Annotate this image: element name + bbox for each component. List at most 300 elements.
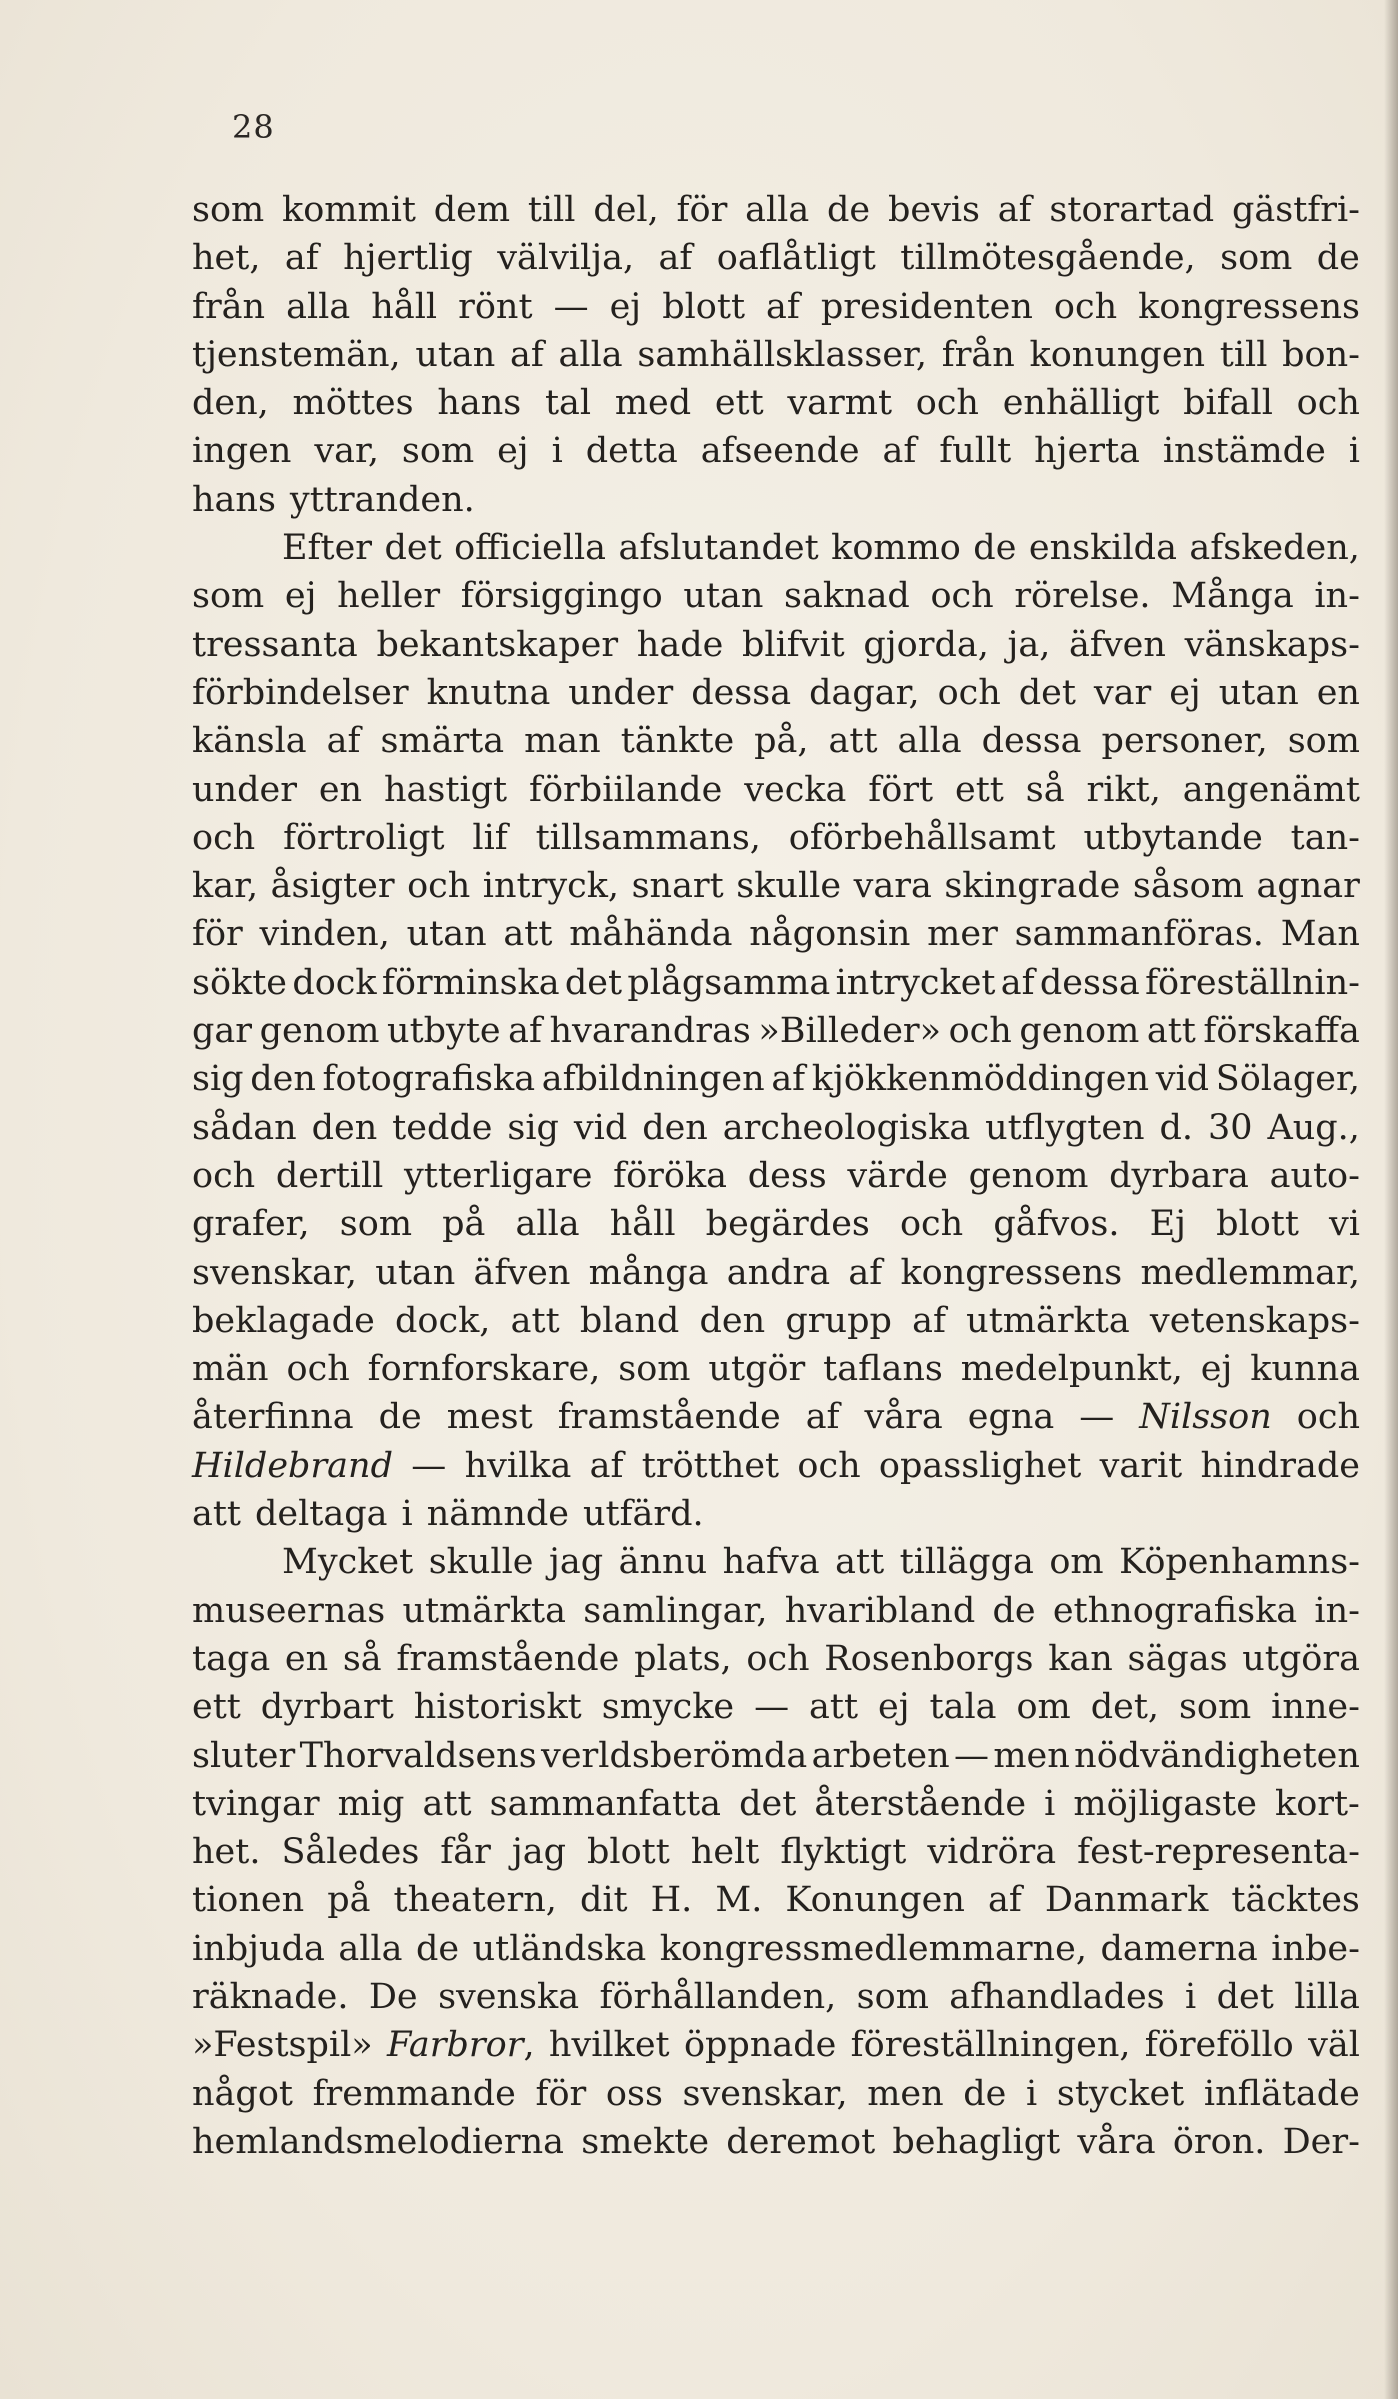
word: genom bbox=[1019, 1011, 1140, 1052]
word: utan bbox=[406, 914, 487, 955]
text-line bbox=[192, 1442, 1360, 1490]
word: kongressmedlemmarne, bbox=[659, 1928, 1087, 1969]
word: ett bbox=[714, 383, 764, 424]
word: fest-representa- bbox=[1077, 1832, 1360, 1873]
word: under bbox=[192, 769, 297, 810]
text-line bbox=[192, 621, 1360, 669]
word: hvaribland bbox=[784, 1590, 976, 1631]
word: d. bbox=[1159, 1107, 1194, 1148]
word: de bbox=[415, 1928, 460, 1969]
word: tänkte bbox=[620, 721, 735, 762]
word: smärta bbox=[380, 721, 505, 762]
italic-name: Farbror bbox=[387, 2025, 524, 2066]
word: afhandlades bbox=[949, 1976, 1165, 2017]
word: återfinna bbox=[192, 1397, 354, 1438]
page-edge-shadow bbox=[1384, 0, 1398, 2399]
word: dessa bbox=[691, 672, 792, 713]
word: förminska bbox=[381, 962, 560, 1003]
text-line bbox=[192, 814, 1360, 862]
word: och bbox=[899, 1204, 964, 1245]
word: hastigt bbox=[384, 769, 508, 810]
word: gåfvos. bbox=[993, 1204, 1120, 1245]
text-line bbox=[192, 1297, 1360, 1345]
word: öron. bbox=[1172, 2121, 1266, 2162]
word: från bbox=[192, 286, 266, 327]
text-line bbox=[192, 1828, 1360, 1876]
word: många bbox=[588, 1252, 709, 1293]
word: smekte bbox=[581, 2121, 710, 2162]
word: tala bbox=[929, 1687, 997, 1728]
word: utgöra bbox=[1242, 1638, 1360, 1679]
word: kjökkenmöddingen bbox=[811, 1059, 1150, 1100]
word: hans bbox=[192, 479, 276, 520]
word: dock, bbox=[395, 1300, 491, 1341]
word: håll bbox=[371, 286, 438, 327]
word: intryck, bbox=[482, 866, 620, 907]
word: in- bbox=[1314, 576, 1360, 617]
word: rönt bbox=[458, 286, 533, 327]
word: ett bbox=[955, 769, 1004, 810]
word: förhållanden, bbox=[599, 1976, 837, 2017]
word: af bbox=[988, 1880, 1022, 1921]
word: afslutandet bbox=[618, 528, 819, 569]
word: det bbox=[739, 1783, 797, 1824]
word: dit bbox=[579, 1880, 628, 1921]
word: till bbox=[1219, 334, 1268, 375]
word: historiskt bbox=[413, 1687, 582, 1728]
word: föreställningen, bbox=[850, 2025, 1131, 2066]
word: sådan bbox=[192, 1107, 297, 1148]
word: af bbox=[766, 286, 800, 327]
word: De bbox=[368, 1976, 418, 2017]
word: gar bbox=[192, 1011, 253, 1052]
word: den bbox=[250, 1059, 316, 1100]
word: ej bbox=[1169, 672, 1201, 713]
text-line bbox=[192, 766, 1360, 814]
text-line bbox=[192, 1490, 1360, 1538]
word: och bbox=[192, 817, 256, 858]
word: svenskar, bbox=[192, 1252, 358, 1293]
word: de bbox=[827, 190, 871, 230]
word: varit bbox=[1099, 1445, 1183, 1486]
word: af bbox=[771, 1059, 806, 1100]
word: hvarandras bbox=[549, 1011, 751, 1052]
word: plågsamma bbox=[627, 962, 831, 1003]
word: de bbox=[1316, 238, 1360, 279]
word: Danmark bbox=[1044, 1880, 1209, 1921]
word: för bbox=[535, 2073, 587, 2114]
word: hade bbox=[636, 624, 724, 665]
word: enhälligt bbox=[1002, 383, 1160, 424]
word bbox=[192, 1442, 393, 1490]
word: förtroligt bbox=[283, 817, 445, 858]
word: dem bbox=[433, 190, 511, 230]
word: sökte bbox=[192, 962, 288, 1003]
word: värde bbox=[847, 1155, 948, 1196]
word: som bbox=[192, 576, 265, 617]
word: ej bbox=[878, 1687, 910, 1728]
word: något bbox=[192, 2073, 293, 2114]
word: kommo bbox=[831, 528, 961, 569]
word: varmt bbox=[787, 383, 893, 424]
word: såsom bbox=[1132, 866, 1244, 907]
word: Konungen bbox=[785, 1880, 965, 1921]
word: föröka bbox=[613, 1155, 728, 1196]
word: skingrade bbox=[944, 866, 1121, 907]
word: tillsammans, bbox=[535, 817, 761, 858]
word: vinden, bbox=[259, 914, 390, 955]
word: kunna bbox=[1250, 1349, 1360, 1390]
text-line bbox=[192, 524, 1360, 572]
word: tan- bbox=[1290, 817, 1360, 858]
text-line bbox=[192, 1345, 1360, 1393]
word: hjerta bbox=[1034, 431, 1140, 472]
word bbox=[1139, 1393, 1272, 1441]
word: utmärkta bbox=[402, 1590, 566, 1631]
word: utan bbox=[375, 1252, 456, 1293]
word: och bbox=[937, 672, 1001, 713]
word: ännu bbox=[618, 1542, 708, 1583]
word: och bbox=[407, 866, 471, 907]
text-line bbox=[192, 2118, 1360, 2166]
word: kommit bbox=[282, 190, 416, 230]
word: det bbox=[1216, 1976, 1274, 2017]
word: framstående bbox=[396, 1638, 620, 1679]
word: afskeden, bbox=[1189, 528, 1360, 569]
word: stycket bbox=[1056, 2073, 1185, 2114]
word: snart bbox=[631, 866, 724, 907]
word: den bbox=[642, 1107, 708, 1148]
word: af bbox=[508, 1011, 542, 1052]
word: officiella bbox=[454, 528, 607, 569]
word: framstående bbox=[557, 1397, 781, 1438]
word: grafer, bbox=[192, 1204, 310, 1245]
word: så bbox=[1025, 769, 1065, 810]
word: under bbox=[568, 672, 674, 713]
word: Således bbox=[281, 1832, 420, 1873]
word: sig bbox=[507, 1107, 559, 1148]
word: Der- bbox=[1282, 2121, 1360, 2162]
word: af bbox=[1000, 962, 1035, 1003]
word: en bbox=[1316, 672, 1360, 713]
word: Aug., bbox=[1267, 1107, 1360, 1148]
text-line bbox=[192, 669, 1360, 717]
word: den bbox=[699, 1300, 766, 1341]
word: som bbox=[1220, 238, 1293, 279]
word: behagligt bbox=[892, 2121, 1061, 2162]
word: tillmötesgående, bbox=[900, 238, 1196, 279]
word: i bbox=[1348, 431, 1360, 472]
word: kongressens bbox=[900, 1252, 1123, 1293]
text-line bbox=[192, 2070, 1360, 2118]
text-line bbox=[192, 1104, 1360, 1152]
word: ethnografiska bbox=[1052, 1590, 1298, 1631]
word: för bbox=[676, 190, 728, 230]
word: yttranden. bbox=[289, 479, 475, 520]
word: hvilka bbox=[464, 1445, 572, 1486]
word: man bbox=[524, 721, 601, 762]
word: var bbox=[1093, 672, 1152, 713]
word: Thorvaldsens bbox=[299, 1735, 537, 1776]
word: nödvändigheten bbox=[1074, 1735, 1360, 1776]
word: af bbox=[284, 238, 319, 279]
body-text bbox=[192, 186, 1360, 2166]
word: tvingar bbox=[192, 1783, 320, 1824]
word: — bbox=[754, 1687, 790, 1728]
word: hafva bbox=[722, 1542, 820, 1583]
word: ej bbox=[497, 431, 529, 472]
word: saknad bbox=[783, 576, 910, 617]
word: men bbox=[993, 1735, 1070, 1776]
word: verldsberömda bbox=[541, 1735, 808, 1776]
word: fört bbox=[868, 769, 934, 810]
word: samlingar, bbox=[583, 1590, 768, 1631]
text-line bbox=[192, 1925, 1360, 1973]
word: återstående bbox=[814, 1783, 1027, 1824]
word: begärdes bbox=[705, 1204, 870, 1245]
word: svenskar, bbox=[682, 2073, 848, 2114]
word: det bbox=[384, 528, 442, 569]
word: dyrbara bbox=[1109, 1155, 1249, 1196]
word: alla bbox=[286, 286, 351, 327]
word: som bbox=[192, 190, 265, 230]
word: utan bbox=[683, 576, 764, 617]
word: sammanfatta bbox=[489, 1783, 722, 1824]
word: i bbox=[1185, 1976, 1197, 2017]
word: håll bbox=[609, 1204, 676, 1245]
text-line bbox=[192, 234, 1360, 282]
word: vänskaps- bbox=[1184, 624, 1360, 665]
word: af bbox=[589, 1445, 624, 1486]
word: Ej bbox=[1149, 1204, 1186, 1245]
text-line bbox=[192, 186, 1360, 234]
italic-name: Hildebrand bbox=[192, 1445, 393, 1486]
word: smycke bbox=[601, 1687, 735, 1728]
word: Många bbox=[1171, 576, 1294, 617]
word: fullt bbox=[939, 431, 1012, 472]
word: kar, bbox=[192, 866, 259, 907]
word: i bbox=[1044, 1783, 1056, 1824]
word: tressanta bbox=[192, 624, 358, 665]
word: det bbox=[564, 962, 623, 1003]
word: våra bbox=[1077, 2121, 1156, 2162]
word: enskilda bbox=[1028, 528, 1177, 569]
word: auto- bbox=[1269, 1155, 1360, 1196]
word: att bbox=[503, 914, 553, 955]
word: men bbox=[867, 2073, 944, 2114]
word: hindrade bbox=[1200, 1445, 1360, 1486]
word: utgör bbox=[708, 1349, 806, 1390]
word: hvilket bbox=[548, 2025, 670, 2066]
word: och bbox=[797, 1445, 861, 1486]
word: den, bbox=[192, 383, 269, 424]
word: skulle bbox=[736, 866, 842, 907]
word: bevis bbox=[887, 190, 980, 230]
word: Rosenborgs bbox=[824, 1638, 1034, 1679]
word: väl bbox=[1308, 2025, 1360, 2066]
word: som bbox=[618, 1349, 691, 1390]
word: inbe- bbox=[1271, 1928, 1360, 1969]
word: egna bbox=[967, 1397, 1055, 1438]
word: oss bbox=[605, 2073, 663, 2114]
word: inbjuda bbox=[192, 1928, 325, 1969]
word: det bbox=[1018, 672, 1076, 713]
word: män bbox=[192, 1349, 269, 1390]
word: agnar bbox=[1256, 866, 1360, 907]
word: vidröra bbox=[927, 1832, 1057, 1873]
word: vi bbox=[1329, 1204, 1360, 1245]
word: någonsin bbox=[749, 914, 911, 955]
word: utflygten bbox=[985, 1107, 1145, 1148]
text-line bbox=[192, 1876, 1360, 1924]
word: arbeten bbox=[811, 1735, 950, 1776]
word: vecka bbox=[744, 769, 847, 810]
word: möjligaste bbox=[1073, 1783, 1257, 1824]
text-line bbox=[192, 910, 1360, 958]
word: de bbox=[973, 528, 1017, 569]
word: i bbox=[401, 1494, 413, 1535]
word: och bbox=[915, 383, 979, 424]
text-line bbox=[192, 1683, 1360, 1731]
word: tjenstemän, bbox=[192, 334, 401, 375]
word: svenska bbox=[438, 1976, 580, 2017]
word: lif bbox=[472, 817, 508, 858]
word: förbindelser bbox=[192, 672, 409, 713]
word: så bbox=[342, 1638, 382, 1679]
word: »Billeder» bbox=[758, 1011, 942, 1052]
word: alla bbox=[558, 334, 623, 375]
page-number: 28 bbox=[232, 108, 275, 146]
text-line bbox=[192, 1635, 1360, 1683]
word: taga bbox=[192, 1638, 271, 1679]
word: af bbox=[882, 431, 917, 472]
word: våra bbox=[864, 1397, 943, 1438]
word: som bbox=[856, 1976, 929, 2017]
word: dessa bbox=[981, 721, 1082, 762]
word: ej bbox=[1200, 1349, 1233, 1390]
word: öppnade bbox=[683, 2025, 837, 2066]
word: ytterligare bbox=[404, 1155, 593, 1196]
word: och bbox=[286, 1349, 350, 1390]
word: taflans bbox=[823, 1349, 943, 1390]
word: att bbox=[510, 1300, 560, 1341]
word: — bbox=[953, 1735, 989, 1776]
word: med bbox=[614, 383, 692, 424]
word: mest bbox=[446, 1397, 533, 1438]
word: dertill bbox=[275, 1155, 384, 1196]
word: om bbox=[1049, 1542, 1104, 1583]
text-line bbox=[192, 717, 1360, 765]
word: att bbox=[835, 1542, 885, 1583]
word: konungen bbox=[1029, 334, 1206, 375]
word: och bbox=[192, 1155, 256, 1196]
word: äfven bbox=[1069, 624, 1166, 665]
word: kongressens bbox=[1138, 286, 1360, 327]
word: att bbox=[192, 1494, 241, 1535]
word: dock bbox=[292, 962, 377, 1003]
word: mer bbox=[927, 914, 998, 955]
word: H. bbox=[650, 1880, 693, 1921]
text-line bbox=[192, 1249, 1360, 1297]
word: Köpenhamns- bbox=[1119, 1542, 1360, 1583]
word: om bbox=[1016, 1687, 1071, 1728]
word: het, bbox=[192, 238, 261, 279]
word: bekantskaper bbox=[376, 624, 619, 665]
word: M. bbox=[715, 1880, 763, 1921]
word: ej bbox=[609, 286, 642, 327]
word: att bbox=[1146, 1011, 1196, 1052]
word: utländska bbox=[472, 1928, 647, 1969]
word: fornforskare, bbox=[367, 1349, 601, 1390]
text-line bbox=[192, 427, 1360, 475]
word: personer, bbox=[1101, 721, 1268, 762]
word: — bbox=[553, 286, 589, 327]
word: det, bbox=[1090, 1687, 1160, 1728]
word: kan bbox=[1048, 1638, 1113, 1679]
word: museernas bbox=[192, 1590, 386, 1631]
word: theatern, bbox=[393, 1880, 557, 1921]
word: alla bbox=[515, 1204, 580, 1245]
word: täcktes bbox=[1231, 1880, 1360, 1921]
word: bifall bbox=[1183, 383, 1273, 424]
word: rörelse. bbox=[1014, 576, 1151, 617]
word: fremmande bbox=[312, 2073, 516, 2114]
word: af bbox=[912, 1300, 946, 1341]
word: nämnde bbox=[426, 1494, 569, 1535]
word: deremot bbox=[726, 2121, 876, 2162]
word: vid bbox=[573, 1107, 628, 1148]
word: intrycket bbox=[835, 962, 996, 1003]
word: Man bbox=[1280, 914, 1360, 955]
word: sluter bbox=[192, 1735, 296, 1776]
word: blott bbox=[662, 286, 746, 327]
word: skulle bbox=[428, 1542, 534, 1583]
word: utan bbox=[415, 334, 496, 375]
word: afbildningen bbox=[541, 1059, 765, 1100]
word: andra bbox=[726, 1252, 831, 1293]
word: beklagade bbox=[192, 1300, 375, 1341]
word: Sölager, bbox=[1215, 1059, 1360, 1100]
text-line bbox=[192, 1055, 1360, 1103]
word: genom bbox=[968, 1155, 1089, 1196]
word: föreföllo bbox=[1144, 2025, 1294, 2066]
word: Farbror, bbox=[387, 2025, 535, 2066]
word: att bbox=[809, 1687, 859, 1728]
word: som bbox=[1178, 1687, 1252, 1728]
word: instämde bbox=[1162, 431, 1326, 472]
word: sig bbox=[192, 1059, 244, 1100]
word: hemlandsmelodierna bbox=[192, 2121, 565, 2162]
word: archeologiska bbox=[722, 1107, 971, 1148]
word: sammanföras. bbox=[1014, 914, 1264, 955]
word: inne- bbox=[1271, 1687, 1360, 1728]
word: på bbox=[327, 1880, 371, 1921]
word: försiggingo bbox=[460, 576, 663, 617]
text-line bbox=[192, 1152, 1360, 1200]
word: af bbox=[997, 190, 1032, 230]
word: 30 bbox=[1207, 1107, 1253, 1148]
word: till bbox=[527, 190, 576, 230]
word: af bbox=[805, 1397, 840, 1438]
word: af bbox=[848, 1252, 883, 1293]
word: och bbox=[930, 576, 994, 617]
text-line bbox=[192, 1393, 1360, 1441]
word: presidenten bbox=[820, 286, 1033, 327]
text-line bbox=[192, 379, 1360, 427]
word: hjertlig bbox=[343, 238, 473, 279]
word: opasslighet bbox=[878, 1445, 1082, 1486]
word: trötthet bbox=[641, 1445, 780, 1486]
